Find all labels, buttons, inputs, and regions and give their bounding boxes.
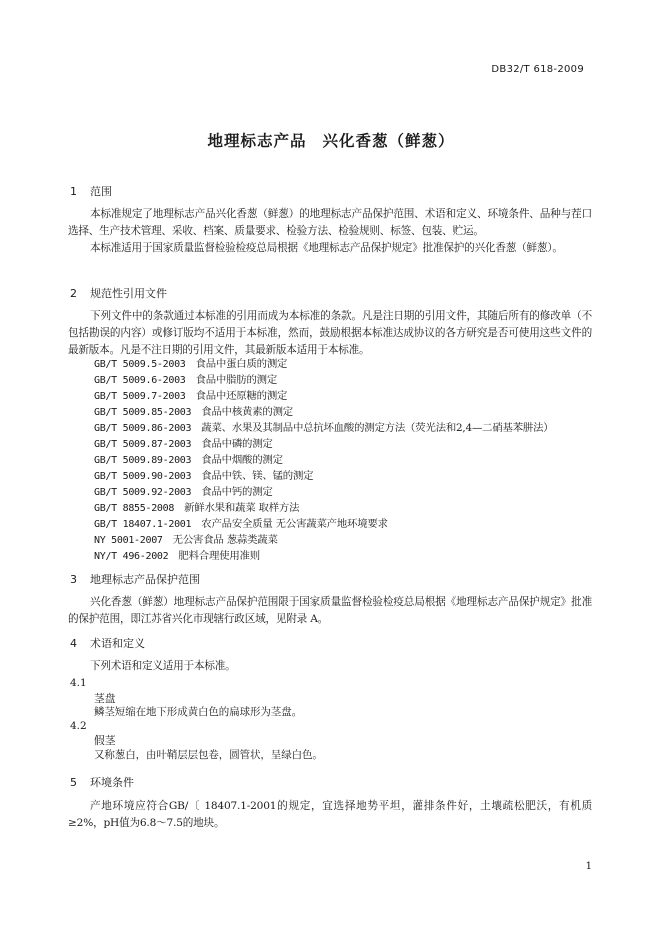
- reference-title: 食品中脂肪的测定: [195, 374, 278, 386]
- section-title: 地理标志产品保护范围: [90, 573, 200, 586]
- reference-item: [94, 403, 293, 418]
- reference-code: GB/T 5009.7-2003: [94, 391, 186, 402]
- section-title: 术语和定义: [90, 637, 145, 650]
- reference-title: 蔬菜、水果及其制品中总抗坏血酸的测定方法（荧光法和2,4—二硝基苯肼法）: [201, 422, 554, 434]
- reference-code: GB/T 8855-2008: [94, 503, 175, 514]
- section-5-heading: [70, 774, 134, 790]
- document-title: [0, 129, 662, 151]
- scope-paragraph-2: 本标准适用于国家质量监督检验检疫总局根据《地理标志产品保护规定》批准保护的兴化香葱（鲜葱）。: [90, 242, 563, 254]
- reference-title: 食品中烟酸的测定: [201, 454, 283, 466]
- reference-title: 新鲜水果和蔬菜 取样方法: [184, 502, 300, 514]
- reference-item: [94, 531, 278, 546]
- title-part-2: 兴化香葱（鲜葱）: [322, 132, 455, 150]
- reference-item: [94, 419, 553, 434]
- environment-paragraph: 产地环境应符合GB/〔 18407.1-2001的规定，宜选择地势平坦，灌排条件好，土壤疏松肥沃，有机质≥2%，pH值为6.8～7.5的地块。: [68, 800, 592, 829]
- reference-item: [94, 451, 283, 466]
- term-name: 假茎: [94, 734, 116, 747]
- reference-item: [94, 547, 260, 562]
- reference-code: GB/T 5009.92-2003: [94, 487, 192, 498]
- term-name: 茎盘: [94, 692, 116, 705]
- section-title: 环境条件: [90, 776, 134, 789]
- section-number: 2: [70, 287, 77, 300]
- reference-code: GB/T 5009.6-2003: [94, 375, 186, 386]
- section-3-heading: [70, 571, 200, 587]
- reference-code: GB/T 5009.86-2003: [94, 423, 192, 434]
- term-definition: 鳞茎短缩在地下形成黄白色的扁球形为茎盘。: [94, 706, 302, 718]
- reference-title: 食品中磷的测定: [201, 438, 273, 450]
- reference-title: 食品中铁、镁、锰的测定: [201, 470, 314, 482]
- reference-item: [94, 355, 287, 370]
- term-number: 4.2: [70, 720, 87, 732]
- reference-item: [94, 435, 273, 450]
- term-definition: 又称葱白，由叶鞘层层包卷，圆管状，呈绿白色。: [94, 749, 323, 761]
- reference-item: [94, 515, 388, 530]
- reference-code: GB/T 5009.89-2003: [94, 455, 192, 466]
- reference-title: 食品中蛋白质的测定: [195, 358, 288, 370]
- terms-intro: 下列术语和定义适用于本标准。: [90, 660, 236, 672]
- title-part-1: 地理标志产品: [207, 132, 307, 150]
- reference-code: GB/T 5009.85-2003: [94, 407, 192, 418]
- reference-item: [94, 467, 313, 482]
- reference-title: 无公害食品 葱蒜类蔬菜: [172, 534, 278, 546]
- reference-item: [94, 387, 287, 402]
- reference-title: 食品中还原糖的测定: [195, 390, 288, 402]
- page-number: 1: [585, 861, 592, 872]
- reference-code: NY/T 496-2002: [94, 551, 169, 562]
- section-number: 5: [70, 776, 77, 789]
- section-number: 4: [70, 637, 77, 650]
- section-title: 范围: [90, 185, 112, 198]
- reference-item: [94, 371, 277, 386]
- protection-paragraph: 兴化香葱（鲜葱）地理标志产品保护范围限于国家质量监督检验检疫总局根据《地理标志产品保护规定》批准的保护范围，即江苏省兴化市现辖行政区域，见附录 A。: [68, 596, 592, 625]
- reference-code: GB/T 5009.90-2003: [94, 471, 192, 482]
- reference-item: [94, 499, 299, 514]
- scope-paragraph-1: 本标准规定了地理标志产品兴化香葱（鲜葱）的地理标志产品保护范围、术语和定义、环境条件、品种与茬口选择、生产技术管理、采收、档案、质量要求、检验方法、检验规则、标签、包装、贮运。: [68, 208, 592, 237]
- reference-title: 食品中核黄素的测定: [201, 406, 293, 418]
- reference-title: 食品中钙的测定: [201, 486, 273, 498]
- standard-code: DB32/T 618-2009: [491, 64, 584, 75]
- reference-code: GB/T 5009.87-2003: [94, 439, 192, 450]
- reference-title: 农产品安全质量 无公害蔬菜产地环境要求: [201, 518, 388, 530]
- section-number: 1: [70, 185, 77, 198]
- reference-item: [94, 483, 273, 498]
- reference-title: 肥料合理使用准则: [178, 550, 260, 562]
- term-number: 4.1: [70, 677, 87, 689]
- reference-code: GB/T 5009.5-2003: [94, 359, 186, 370]
- section-4-heading: [70, 635, 145, 651]
- reference-code: GB/T 18407.1-2001: [94, 519, 192, 530]
- normative-paragraph: 下列文件中的条款通过本标准的引用而成为本标准的条款。凡是注日期的引用文件，其随后所有的修改单（不包括勘误的内容）或修订版均不适用于本标准，然而，鼓励根据本标准达成协议的各方研究是否可使用这些文件的最新版本。凡是不注日期的引用文件，其最新版本适用于本标准。: [68, 310, 592, 356]
- section-2-heading: [70, 285, 167, 301]
- reference-code: NY 5001-2007: [94, 535, 163, 546]
- section-title: 规范性引用文件: [90, 287, 167, 300]
- section-number: 3: [70, 573, 77, 586]
- section-1-heading: [70, 183, 112, 199]
